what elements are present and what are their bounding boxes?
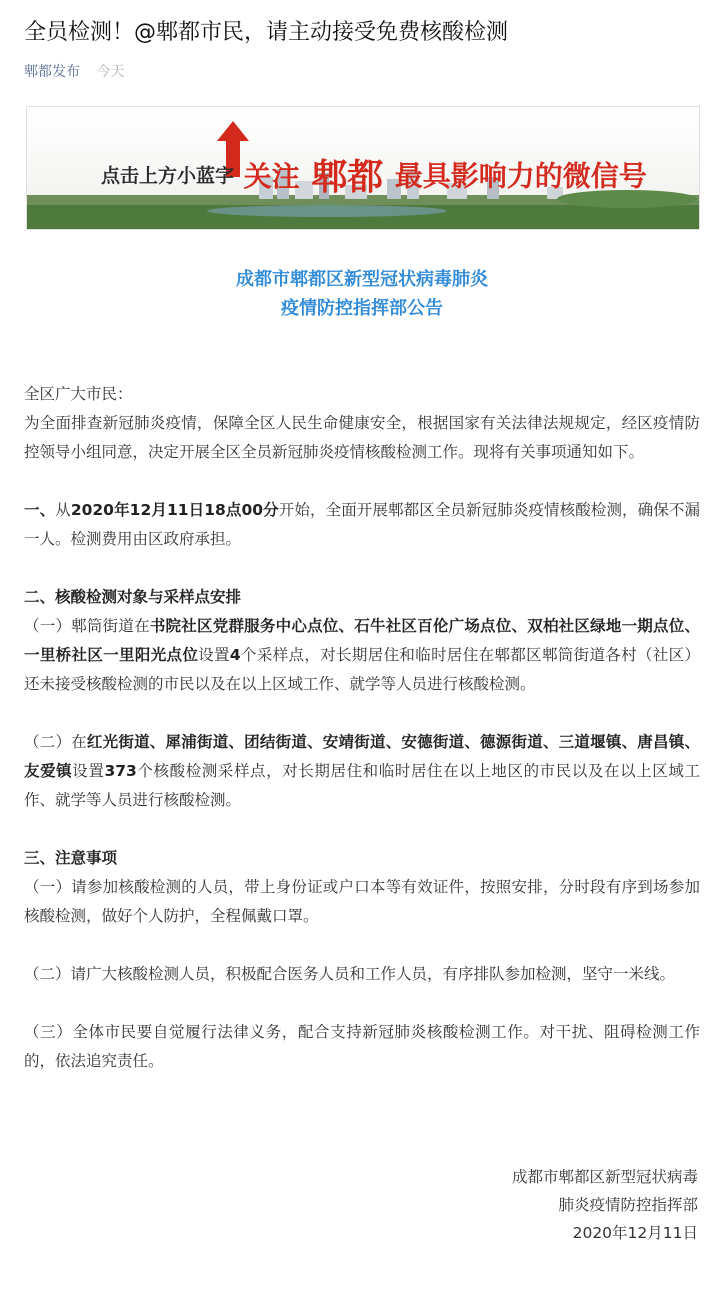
signature-date: 2020年12月11日 (572, 1224, 698, 1242)
banner-tagline: 最具影响力的微信号 (394, 159, 647, 193)
section-3-heading: 三、注意事项 (24, 849, 118, 867)
section-3-item-3: （三）全体市民要自觉履行法律义务，配合支持新冠肺炎核酸检测工作。对干扰、阻碍检测工作的，依法追究责任。 (24, 1023, 700, 1070)
notice-heading-line1: 成都市郫都区新型冠状病毒肺炎 (236, 269, 488, 290)
account-name-link[interactable]: 郫都发布 (24, 64, 80, 80)
section-2-heading: 二、核酸检测对象与采样点安排 (24, 588, 242, 606)
signature-block (512, 1163, 698, 1247)
notice-heading (0, 265, 724, 323)
section-2-item-1: （一）郫筒街道在书院社区党群服务中心点位、石牛社区百伦广场点位、双柏社区绿地一期点位、一里桥社区一里阳光点位设置4个采样点，对长期居住和临时居住在郫都区郫筒街道各村（社区）还未接受核酸检测的市民以及在以上区域工作、就学等人员进行核酸检测。 (24, 617, 700, 693)
notice-body (24, 380, 700, 1076)
article-title: 全员检测！@郫都市民，请主动接受免费核酸检测 (24, 20, 509, 45)
publish-date: 今天 (96, 64, 125, 80)
start-time: 2020年12月11日18点00分 (70, 501, 279, 519)
pitong-site-count: 4 (229, 646, 241, 664)
other-site-count: 373 (104, 762, 137, 780)
section-3-item-1: （一）请参加核酸检测的人员，带上身份证或户口本等有效证件，按照安排，分时段有序到场参加核酸检测，做好个人防护，全程佩戴口罩。 (24, 878, 700, 925)
article-meta (24, 62, 124, 82)
intro-paragraph: 为全面排查新冠肺炎疫情，保障全区人民生命健康安全，根据国家有关法律法规规定，经区疫情防控领导小组同意，决定开展全区全员新冠肺炎疫情核酸检测工作。现将有关事项通知如下。 (24, 414, 700, 461)
section-2-item-2: （二）在红光街道、犀浦街道、团结街道、安靖街道、安德街道、德源街道、三道堰镇、唐昌镇、友爱镇设置373个核酸检测采样点，对长期居住和临时居住在以上地区的市民以及在以上区域工作、就学等人员进行核酸检测。 (24, 733, 700, 809)
banner-prefix: 点击上方小蓝字 (101, 165, 235, 187)
section-3-item-2: （二）请广大核酸检测人员，积极配合医务人员和工作人员，有序排队参加检测，坚守一米线。 (24, 965, 676, 983)
section-1-lead: 一、 (24, 501, 56, 519)
banner-follow: 关注 (243, 159, 300, 193)
other-streets: 红光街道、犀浦街道、团结街道、安靖街道、安德街道、德源街道、三道堰镇、唐昌镇、友爱镇 (24, 733, 700, 780)
follow-banner-image (26, 106, 700, 230)
banner-city: 郫都 (311, 156, 384, 198)
signature-org-line2: 肺炎疫情防控指挥部 (558, 1196, 698, 1214)
notice-heading-line2: 疫情防控指挥部公告 (281, 298, 443, 319)
signature-org-line1: 成都市郫都区新型冠状病毒 (511, 1168, 698, 1186)
salutation: 全区广大市民： (24, 385, 133, 403)
section-1-paragraph: 一、从2020年12月11日18点00分开始，全面开展郫都区全员新冠肺炎疫情核酸检测，确保不漏一人。检测费用由区政府承担。 (24, 501, 700, 548)
pitong-sites: 书院社区党群服务中心点位、石牛社区百伦广场点位、双柏社区绿地一期点位、一里桥社区一里阳光点位 (24, 617, 700, 664)
banner-slogan (101, 149, 647, 200)
